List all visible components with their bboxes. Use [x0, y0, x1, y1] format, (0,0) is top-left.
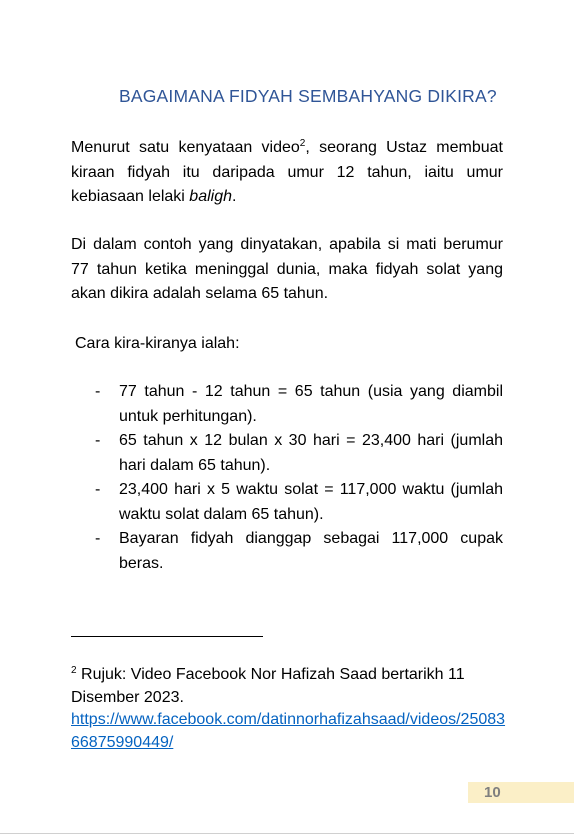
list-item: [71, 380, 503, 429]
list-item-text: 77 tahun - 12 tahun = 65 tahun (usia yang diambil untuk perhitungan).: [119, 383, 503, 425]
paragraph-intro: [71, 136, 503, 210]
paragraph-intro-end: .: [232, 188, 237, 205]
page-number: 10: [484, 784, 501, 801]
paragraph-calculation-intro: Cara kira-kiranya ialah:: [75, 335, 240, 352]
footnote-marker: 2: [71, 665, 77, 676]
list-item-text: 65 tahun x 12 bulan x 30 hari = 23,400 hari (jumlah hari dalam 65 tahun).: [119, 432, 503, 474]
footnote-text: Rujuk: Video Facebook Nor Hafizah Saad bertarikh 11 Disember 2023.: [71, 666, 465, 706]
list-bullet: -: [95, 481, 101, 498]
paragraph-intro-middle: , seorang Ustaz membuat kiraan fidyah itu daripada umur 12 tahun, iaitu umur kebiasaan lelaki: [71, 139, 503, 205]
list-item: [71, 527, 503, 576]
paragraph-example: Di dalam contoh yang dinyatakan, apabila si mati berumur 77 tahun ketika meninggal dunia, maka fidyah solat yang akan dikira adalah selama 65 tahun.: [71, 236, 503, 302]
list-item-text: 23,400 hari x 5 waktu solat = 117,000 waktu (jumlah waktu solat dalam 65 tahun).: [119, 481, 503, 523]
section-heading: BAGAIMANA FIDYAH SEMBAHYANG DIKIRA?: [119, 86, 497, 106]
list-item: [71, 478, 503, 527]
footnote-reference[interactable]: 2: [299, 138, 306, 149]
footnote: [71, 664, 511, 754]
list-bullet: -: [95, 383, 101, 400]
paragraph-intro-start: Menurut satu kenyataan video: [71, 139, 300, 156]
paragraph-intro-italic: baligh: [189, 188, 232, 205]
list-item-text: Bayaran fidyah dianggap sebagai 117,000 cupak beras.: [119, 530, 503, 572]
footnote-link[interactable]: https://www.facebook.com/datinnorhafizahsaad/videos/2508366875990449/: [71, 711, 506, 751]
calculation-list: [71, 380, 503, 576]
page-edge-line: [0, 833, 574, 834]
list-bullet: -: [95, 530, 101, 547]
list-bullet: -: [95, 432, 101, 449]
list-item: [71, 429, 503, 478]
footnote-separator: [71, 636, 263, 637]
